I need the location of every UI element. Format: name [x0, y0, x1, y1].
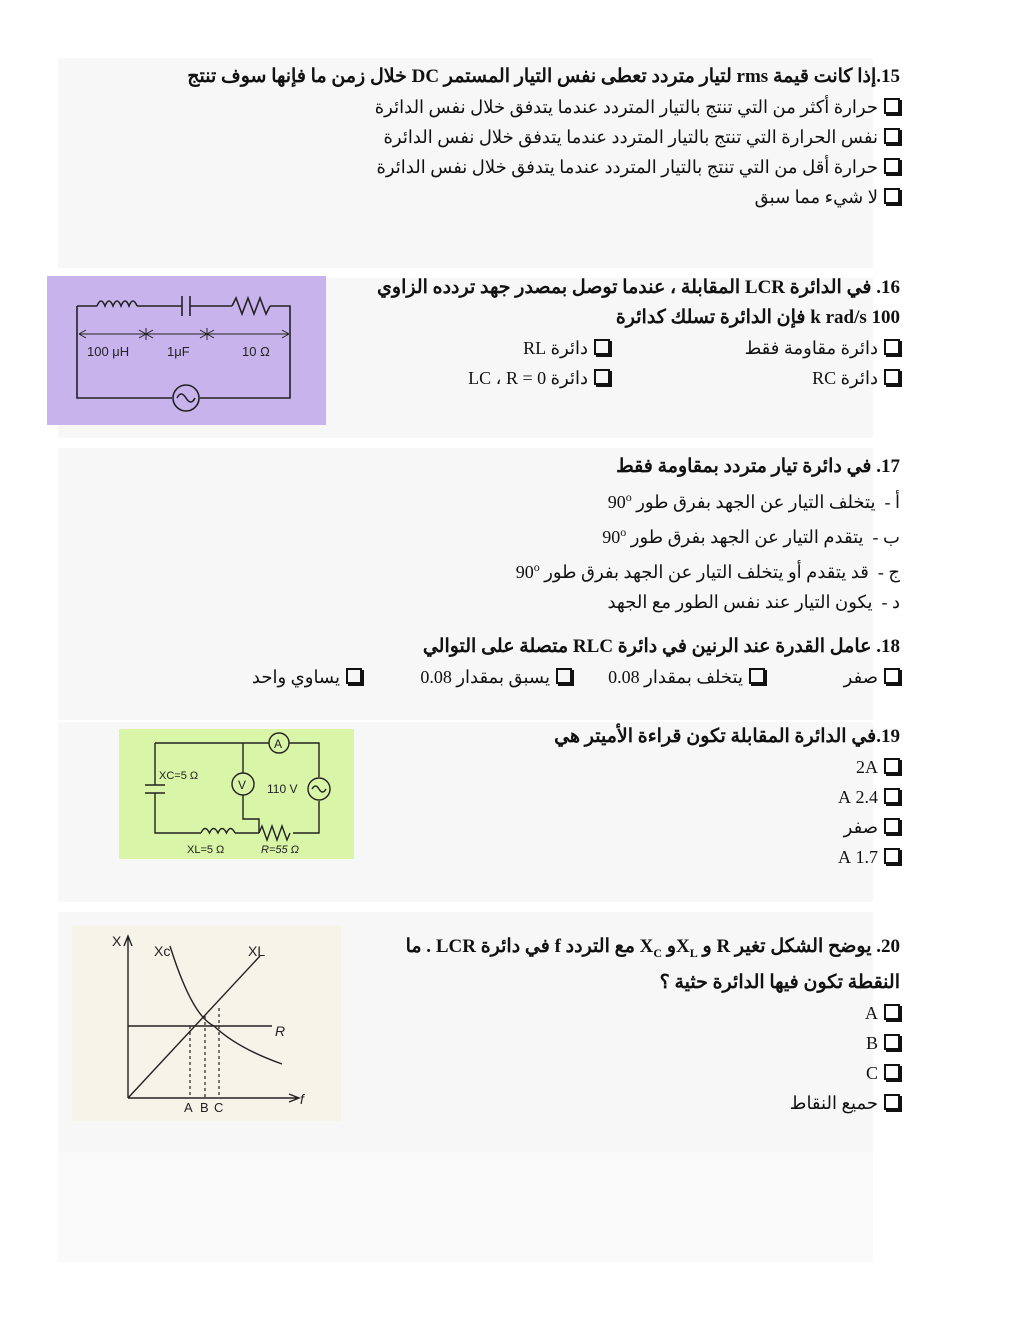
option-label: د -: [881, 592, 900, 612]
checkbox-icon[interactable]: [884, 668, 900, 684]
xc-symbol: X: [639, 936, 654, 957]
option-text: حرارة أقل من التي تنتج بالتيار المتردد عندما يتدفق خلال نفس الدائرة: [376, 157, 878, 177]
option-16-3[interactable]: [610, 363, 900, 393]
option-text: يتقدم التيار عن الجهد بفرق طور: [630, 527, 864, 547]
option-label: أ -: [884, 492, 900, 512]
point-b-label: B: [200, 1100, 209, 1115]
checkbox-icon[interactable]: [884, 1094, 900, 1110]
question-number: 19.: [876, 726, 900, 747]
question-number: 20.: [876, 936, 900, 957]
rlc-ammeter-circuit-figure: [119, 729, 354, 859]
checkbox-icon[interactable]: [749, 668, 765, 684]
x-axis-label: f: [300, 1091, 304, 1107]
option-text: 1.7 A: [838, 847, 878, 867]
question-number: 18.: [876, 636, 900, 657]
question-16-header: [377, 273, 900, 303]
point-c-label: C: [214, 1100, 224, 1115]
xc-label: XC=5 Ω: [159, 770, 199, 782]
option-text: A: [865, 1002, 878, 1023]
angle-value: 90: [607, 492, 626, 512]
option-text: يتخلف بمقدار 0.08: [608, 667, 743, 687]
angle-value: 90: [515, 562, 534, 582]
option-text: يكون التيار عند نفس الطور مع الجهد: [607, 592, 873, 612]
option-20-4[interactable]: [406, 1088, 900, 1118]
question-16: [377, 273, 900, 393]
question-text-line1: في الدائرة LCR المقابلة ، عندما توصل بمصدر جهد تردده الزاوي: [377, 277, 872, 298]
question-text: في دائرة تيار متردد بمقاومة فقط: [616, 456, 872, 477]
option-18-3[interactable]: [362, 662, 572, 692]
option-15-1[interactable]: [187, 92, 900, 122]
option-text: نفس الحرارة التي تنتج بالتيار المتردد عندما يتدفق خلال نفس الدائرة: [383, 127, 878, 147]
reactance-frequency-graph: [72, 926, 341, 1121]
option-15-4[interactable]: [187, 182, 900, 212]
question-18-header: [252, 632, 900, 662]
degree-symbol: o: [625, 490, 632, 504]
xc-subscript: C: [653, 945, 663, 960]
checkbox-icon[interactable]: [594, 369, 610, 385]
capacitor-label: 1μF: [167, 344, 190, 359]
degree-symbol: o: [620, 525, 627, 539]
question-text-line2: 100 k rad/s فإن الدائرة تسلك كدائرة: [615, 307, 900, 328]
options-row-1: [377, 333, 900, 363]
xl-subscript: L: [689, 945, 698, 960]
band-bottom: [58, 1152, 873, 1262]
checkbox-icon[interactable]: [884, 339, 900, 355]
checkbox-icon[interactable]: [884, 188, 900, 204]
point-a-label: A: [184, 1100, 193, 1115]
checkbox-icon[interactable]: [884, 818, 900, 834]
resistor-label: 10 Ω: [242, 344, 270, 359]
checkbox-icon[interactable]: [884, 758, 900, 774]
checkbox-icon[interactable]: [884, 848, 900, 864]
checkbox-icon[interactable]: [884, 1034, 900, 1050]
r-line-label: R: [275, 1023, 286, 1039]
option-text: حميع النقاط: [789, 1092, 878, 1113]
y-axis-label: X: [112, 933, 122, 949]
question-text: إذا كانت قيمة rms لتيار متردد تعطى نفس التيار المستمر DC خلال زمن ما فإنها سوف تنتج: [187, 66, 877, 87]
option-17-4[interactable]: [516, 587, 900, 617]
question-text: في الدائرة المقابلة تكون قراءة الأميتر هي: [554, 726, 877, 747]
question-number: 16.: [876, 277, 900, 298]
option-18-2[interactable]: [572, 662, 765, 692]
question-19-header: [554, 722, 900, 752]
question-text-part1: يوضح الشكل تغير R و: [702, 936, 872, 957]
degree-symbol: o: [533, 560, 540, 574]
option-17-3[interactable]: [516, 552, 900, 587]
option-18-1[interactable]: [765, 662, 900, 692]
checkbox-icon[interactable]: [556, 668, 572, 684]
checkbox-icon[interactable]: [884, 788, 900, 804]
option-19-4[interactable]: [554, 842, 900, 872]
option-text: حرارة أكثر من التي تنتج بالتيار المتردد عندما يتدفق خلال نفس الدائرة: [374, 97, 878, 117]
question-15-header: [187, 62, 900, 92]
checkbox-icon[interactable]: [884, 1004, 900, 1020]
question-number: 17.: [876, 456, 900, 477]
angle-value: 90: [602, 527, 621, 547]
question-18: [252, 632, 900, 692]
question-text: عامل القدرة عند الرنين في دائرة RLC متصلة على التوالي: [422, 636, 872, 657]
question-19: [554, 722, 900, 872]
question-17: [516, 452, 900, 617]
question-17-header: [516, 452, 900, 482]
voltmeter-label: V: [238, 778, 247, 792]
option-text: 2A: [856, 757, 878, 777]
checkbox-icon[interactable]: [594, 339, 610, 355]
question-20-header: [406, 932, 900, 968]
question-text-part3: مع التردد f في دائرة LCR . ما: [405, 936, 635, 957]
inductor-label: 100 μH: [87, 344, 130, 359]
option-18-4[interactable]: [252, 662, 362, 692]
checkbox-icon[interactable]: [884, 1064, 900, 1080]
xl-symbol: X: [676, 936, 690, 957]
ammeter-label: A: [274, 737, 283, 751]
option-text: قد يتقدم أو يتخلف التيار عن الجهد بفرق طور: [544, 562, 869, 582]
option-text: لا شيء مما سبق: [754, 187, 878, 207]
option-17-1[interactable]: [516, 482, 900, 517]
option-17-2[interactable]: [516, 517, 900, 552]
lcr-circuit-figure: [47, 276, 326, 425]
option-text: دائرة RL: [523, 338, 588, 358]
option-16-1[interactable]: [610, 333, 900, 363]
option-20-1[interactable]: [406, 998, 900, 1028]
option-text: B: [865, 1032, 878, 1053]
option-19-2[interactable]: [554, 782, 900, 812]
r-label: R=55 Ω: [261, 844, 300, 856]
options-row-2: [377, 363, 900, 393]
question-text-part2: و: [666, 936, 676, 957]
option-16-2[interactable]: [523, 333, 610, 363]
option-text: دائرة RC: [812, 368, 878, 388]
checkbox-icon[interactable]: [884, 158, 900, 174]
option-text: يساوي واحد: [251, 667, 340, 687]
option-label: ج -: [877, 562, 900, 582]
checkbox-icon[interactable]: [346, 668, 362, 684]
option-20-3[interactable]: [406, 1058, 900, 1088]
option-label: ب -: [872, 527, 900, 547]
option-text: صفر: [843, 817, 878, 837]
option-text: C: [865, 1062, 878, 1083]
option-text: 2.4 A: [838, 787, 878, 807]
option-text: يسبق بمقدار 0.08: [420, 667, 550, 687]
xl-line-label: XL: [248, 943, 266, 959]
option-15-3[interactable]: [187, 152, 900, 182]
option-text: دائرة LC ، R = 0: [468, 368, 588, 388]
checkbox-icon[interactable]: [884, 128, 900, 144]
xl-label: XL=5 Ω: [187, 844, 225, 856]
question-15: [187, 62, 900, 212]
option-15-2[interactable]: [187, 122, 900, 152]
question-text-line2: النقطة تكون فيها الدائرة حثية ؟: [659, 971, 900, 993]
question-number: 15.: [876, 66, 900, 87]
option-text: صفر: [843, 667, 878, 687]
option-19-3[interactable]: [554, 812, 900, 842]
option-19-1[interactable]: [554, 752, 900, 782]
option-16-4[interactable]: [468, 363, 610, 393]
option-text: يتخلف التيار عن الجهد بفرق طور: [636, 492, 876, 512]
option-20-2[interactable]: [406, 1028, 900, 1058]
checkbox-icon[interactable]: [884, 98, 900, 114]
options-row: [252, 662, 900, 692]
checkbox-icon[interactable]: [884, 369, 900, 385]
option-text: دائرة مقاومة فقط: [744, 338, 878, 358]
question-20: [406, 932, 900, 1118]
source-voltage-label: 110 V: [267, 782, 298, 796]
xc-curve-label: Xc: [154, 943, 171, 959]
